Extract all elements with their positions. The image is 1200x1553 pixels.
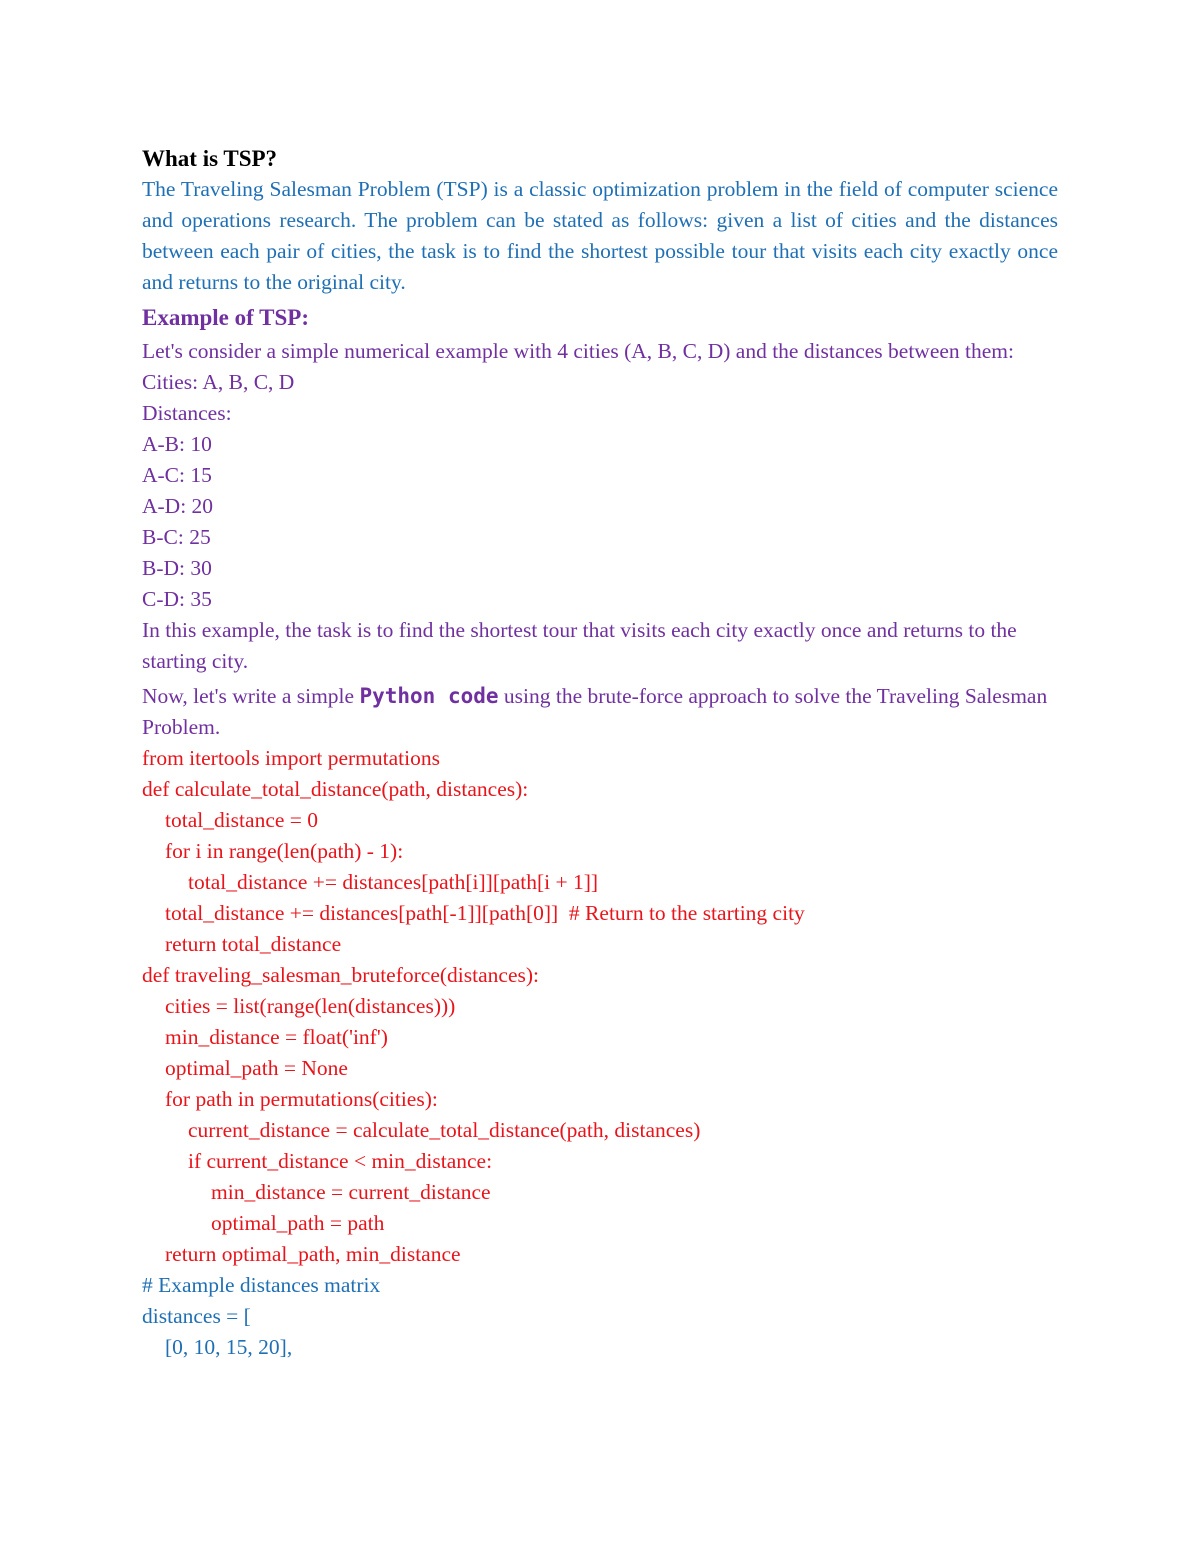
distances-label: Distances:	[142, 401, 232, 425]
code-line: total_distance = 0	[165, 808, 319, 832]
code-line: def calculate_total_distance(path, distances):	[142, 777, 529, 801]
code-line: optimal_path = None	[165, 1056, 348, 1080]
code-line: total_distance += distances[path[-1]][path[0]] # Return to the starting city	[165, 901, 805, 925]
code-line: return total_distance	[165, 932, 342, 956]
distance-item: B-C: 25	[142, 525, 211, 549]
code-line: return optimal_path, min_distance	[165, 1242, 461, 1266]
distance-item: C-D: 35	[142, 587, 212, 611]
matrix-open: distances = [	[142, 1304, 251, 1328]
code-line: from itertools import permutations	[142, 746, 440, 770]
distance-item: A-D: 20	[142, 494, 214, 518]
distance-item: A-C: 15	[142, 463, 212, 487]
code-line: min_distance = float('inf')	[165, 1025, 388, 1049]
example-intro: Let's consider a simple numerical example with 4 cities (A, B, C, D) and the distances between them:	[142, 339, 1014, 363]
distances-list	[142, 429, 1058, 615]
code-line: def traveling_salesman_bruteforce(distances):	[142, 963, 539, 987]
code-lead-paragraph	[142, 681, 1058, 743]
matrix-row: [0, 10, 15, 20],	[165, 1335, 293, 1359]
code-lead-bold: Python code	[359, 684, 499, 708]
distance-item: B-D: 30	[142, 556, 212, 580]
code-line: for i in range(len(path) - 1):	[165, 839, 404, 863]
intro-paragraph: The Traveling Salesman Problem (TSP) is a classic optimization problem in the field of computer science and operations research. The problem can be stated as follows: given a list of cities and the distances between each pair of cities, the task is to find the shortest possible tour that visits each city exactly once and returns to the original city.	[142, 177, 1058, 294]
code-lead-before: Now, let's write a simple	[142, 684, 360, 708]
code-line: min_distance = current_distance	[211, 1180, 491, 1204]
heading-what-is-tsp: What is TSP?	[142, 146, 278, 171]
matrix-comment: # Example distances matrix	[142, 1273, 381, 1297]
code-block	[142, 743, 1058, 1270]
code-line: optimal_path = path	[211, 1211, 385, 1235]
code-line: cities = list(range(len(distances)))	[165, 994, 456, 1018]
code-line: current_distance = calculate_total_distance(path, distances)	[188, 1118, 701, 1142]
task-paragraph: In this example, the task is to find the shortest tour that visits each city exactly once and returns to the starting city.	[142, 618, 1017, 673]
code-line: if current_distance < min_distance:	[188, 1149, 493, 1173]
code-line: total_distance += distances[path[i]][path[i + 1]]	[188, 870, 599, 894]
cities-line: Cities: A, B, C, D	[142, 370, 295, 394]
code-line: for path in permutations(cities):	[165, 1087, 438, 1111]
heading-example-of-tsp: Example of TSP:	[142, 305, 309, 330]
distance-item: A-B: 10	[142, 432, 212, 456]
code-lead-after: using the brute-force approach to solve the Traveling Salesman Problem.	[142, 684, 1048, 739]
